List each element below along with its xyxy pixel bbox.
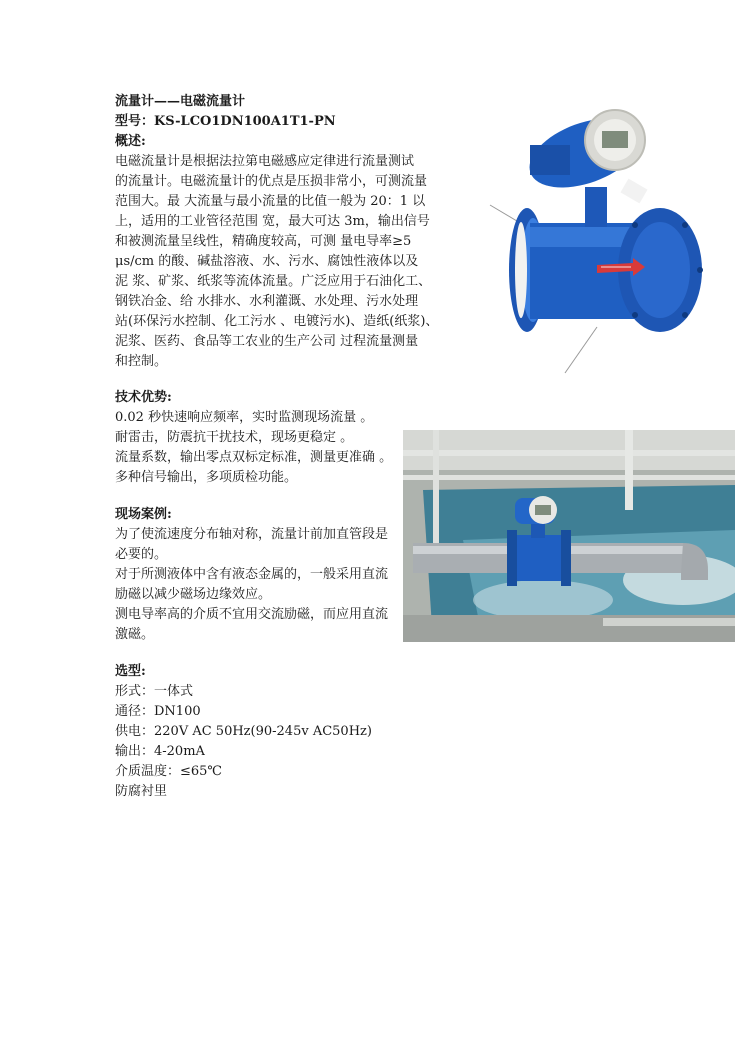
overview-heading: 概述: — [115, 134, 146, 149]
advantage-item: 多种信号输出，多项质检功能。 — [115, 470, 298, 485]
case-line: 必要的。 — [115, 547, 168, 562]
overview-line: 泥 浆、矿浆、纸浆等流体流量。广泛应用于石油化工、 — [115, 274, 432, 289]
case-line: 激磁。 — [115, 627, 155, 642]
selection-diameter: 通径：DN100 — [115, 704, 201, 719]
selection-output: 输出：4-20mA — [115, 744, 205, 759]
selection-form: 形式：一体式 — [115, 684, 194, 699]
advantage-item: 耐雷击，防震抗干扰技术，现场更稳定 。 — [115, 430, 354, 445]
overview-line: 上，适用的工业管径范围 宽，最大可达 3m，输出信号 — [115, 214, 430, 229]
cases-heading: 现场案例: — [115, 507, 172, 522]
overview-line: 范围大。最 大流量与最小流量的比值一般为 20：1 以 — [115, 194, 426, 209]
case-line: 为了使流速度分布轴对称，流量计前加直管段是 — [115, 527, 389, 542]
advantage-item: 流量系数，输出零点双标定标准，测量更准确 。 — [115, 450, 393, 465]
overview-line: μs/cm 的酸、碱盐溶液、水、污水、腐蚀性液体以及 — [115, 254, 419, 269]
selection-temperature: 介质温度：≤65℃ — [115, 764, 222, 779]
overview-line: 站(环保污水控制、化工污水 、电镀污水)、造纸(纸浆)、 — [115, 314, 439, 329]
case-line: 对于所测液体中含有液态金属的，一般采用直流 — [115, 567, 389, 582]
case-line: 励磁以减少磁场边缘效应。 — [115, 587, 272, 602]
model-number: 型号：KS-LCO1DN100A1T1-PN — [115, 114, 336, 129]
overview-line: 电磁流量计是根据法拉第电磁感应定律进行流量测试 — [115, 154, 415, 169]
advantages-heading: 技术优势: — [115, 390, 172, 405]
selection-lining: 防腐衬里 — [115, 784, 168, 799]
overview-line: 的流量计。电磁流量计的优点是压损非常小，可测流量 — [115, 174, 428, 189]
overview-line: 和控制。 — [115, 354, 168, 369]
flowmeter-product-photo — [485, 95, 730, 380]
site-installation-photo — [403, 430, 735, 642]
overview-paragraph — [115, 152, 439, 372]
case-line: 测电导率高的介质不宜用交流励磁，而应用直流 — [115, 607, 389, 622]
overview-line: 泥浆、医药、食品等工农业的生产公司 过程流量测量 — [115, 334, 419, 349]
overview-line: 钢铁冶金、给 水排水、水利灌溉、水处理、污水处理 — [115, 294, 419, 309]
document-title: 流量计——电磁流量计 — [115, 94, 246, 109]
selection-heading: 选型: — [115, 664, 146, 679]
advantage-item: 0.02 秒快速响应频率，实时监测现场流量 。 — [115, 410, 374, 425]
overview-line: 和被测流量呈线性，精确度较高，可测 量电导率≥5 — [115, 234, 412, 249]
selection-power: 供电：220V AC 50Hz(90-245v AC50Hz) — [115, 724, 372, 739]
